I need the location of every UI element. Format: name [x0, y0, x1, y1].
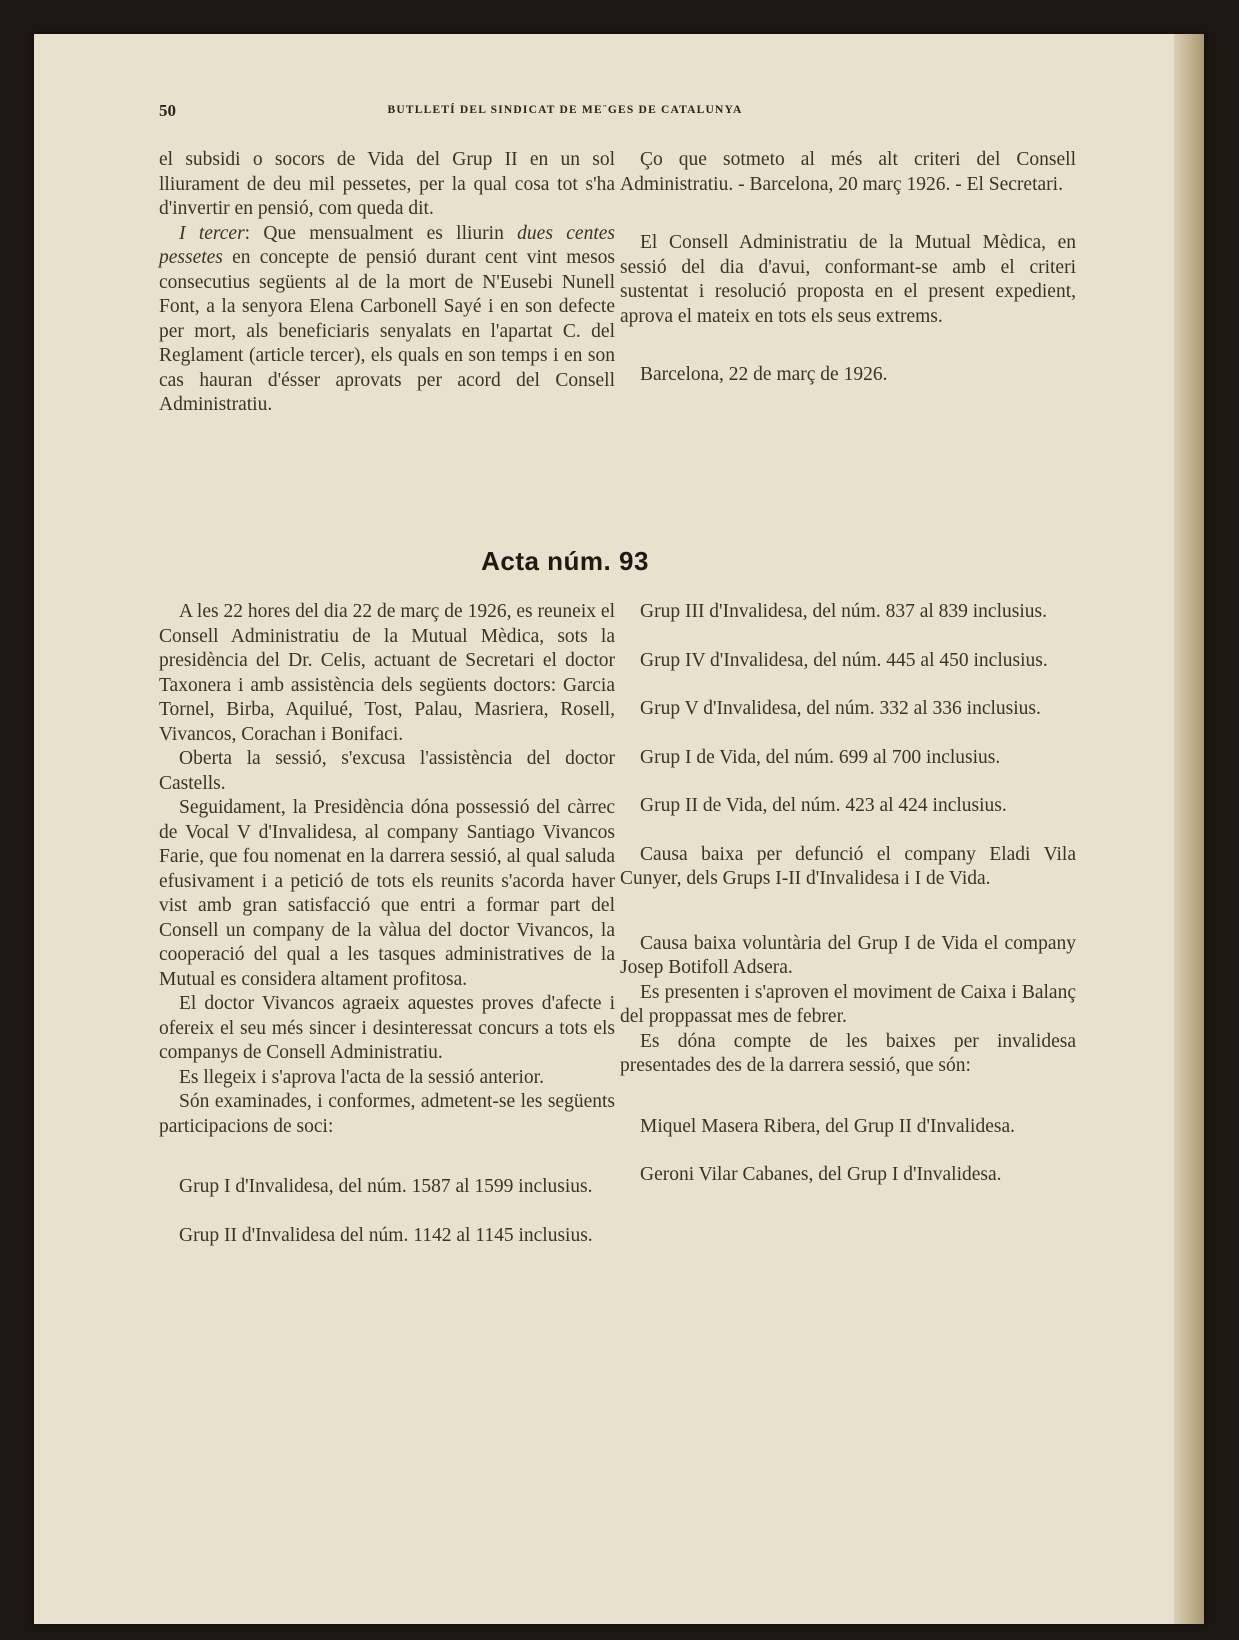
paragraph: Grup I de Vida, del núm. 699 al 700 inclusius. [640, 746, 1001, 768]
paragraph: Grup IV d'Invalidesa, del núm. 445 al 450 inclusius. [640, 649, 1048, 671]
paragraph: Grup II de Vida, del núm. 423 al 424 inclusius. [640, 795, 1007, 816]
paragraph: Són examinades, i conformes, admetent-se les següents participacions de soci: [159, 1091, 615, 1137]
page-edge-shadow [1174, 34, 1204, 1624]
paragraph: A les 22 hores del dia 22 de març de 1926, es reuneix el Consell Administratiu de la Mutual Mèdica, sots la presidència del Dr. Celis, actuant de Secretari el doctor Taxonera i amb assistència dels següents doctors: Garcia Tornel, Birba, Aquilué, Tost, Palau, Masriera, Rosell, Vivancos, Corachan i Bonifaci. [159, 601, 615, 745]
paragraph: Seguidament, la Presidència dóna possessió del càrrec de Vocal V d'Invalidesa, al company Santiago Vivancos Farie, que fou nomenat en la darrera sessió, al qual saluda efusivament i a petició de tots els reunits s'acorda haver vist amb gran satisfacció que entri a formar part del Consell un company de la vàlua del doctor Vivancos, la cooperació del qual a les tasques administratives de la Mutual es considera altament profitosa. [159, 797, 615, 990]
paragraph: Barcelona, 22 de març de 1926. [640, 364, 888, 385]
paragraph: Geroni Vilar Cabanes, del Grup I d'Invalidesa. [640, 1164, 1002, 1185]
paragraph: Causa baixa per defunció el company Eladi Vila Cunyer, dels Grups I-II d'Invalidesa i I de Vida. [620, 843, 1076, 889]
document-page [34, 34, 1204, 1624]
emphasis-text: I tercer [179, 222, 245, 244]
paragraph: Miquel Masera Ribera, del Grup II d'Invalidesa. [640, 1115, 1015, 1137]
paragraph: el subsidi o socors de Vida del Grup II en un sol lliurament de deu mil pessetes, per la qual cosa tot s'ha d'invertir en pensió, com queda dit. [159, 149, 615, 219]
paragraph: Ço que sotmeto al més alt criteri del Consell Administratiu. - Barcelona, 20 març 1926. - El Secretari. [620, 149, 1076, 195]
paragraph: Grup V d'Invalidesa, del núm. 332 al 336 inclusius. [640, 698, 1041, 719]
page-number: 50 [159, 101, 176, 120]
paragraph: El doctor Vivancos agraeix aquestes proves d'afecte i ofereix el seu més sincer i desinteressat concurs a tots els companys de Consell Administratiu. [159, 993, 615, 1063]
page-header [159, 101, 971, 123]
section-title: Acta núm. 93 [481, 546, 649, 576]
top-right-column [620, 148, 1076, 388]
paragraph: Es dóna compte de les baixes per invalidesa presentades des de la darrera sessió, que són: [620, 1030, 1076, 1076]
paragraph: Es llegeix i s'aprova l'acta de la sessió anterior. [179, 1066, 544, 1088]
paragraph: Grup II d'Invalidesa del núm. 1142 al 1145 inclusius. [179, 1224, 593, 1246]
lower-right-column [620, 600, 1076, 1188]
paragraph: Es presenten i s'aproven el moviment de Caixa i Balanç del proppassat mes de febrer. [620, 981, 1076, 1027]
paragraph: El Consell Administratiu de la Mutual Mèdica, en sessió del dia d'avui, conformant-se amb el criteri sustentat i resolució proposta en el present expedient, aprova el mateix en tots els seus extrems. [620, 232, 1076, 327]
paragraph: Grup III d'Invalidesa, del núm. 837 al 839 inclusius. [640, 601, 1047, 622]
emphasis-text: dues centes pessetes [159, 222, 615, 268]
lower-left-column [159, 600, 615, 1248]
paragraph: I tercer: Que mensualment es lliurin dues centes pessetes en concepte de pensió durant cent vint mesos consecutius següents al de la mort de N'Eusebi Nunell Font, a la senyora Elena Carbonell Sayé i en son defecte per mort, als beneficiaris senyalats en l'apartat C. del Reglament (article tercer), els quals en son temps i en son cas hauran d'ésser aprovats per acord del Consell Administratiu. [159, 222, 615, 415]
paragraph: Oberta la sessió, s'excusa l'assistència del doctor Castells. [159, 748, 615, 794]
running-title: BUTLLETÍ DEL SINDICAT DE ME¨GES DE CATALUNYA [387, 104, 743, 116]
paragraph: Grup I d'Invalidesa, del núm. 1587 al 1599 inclusius. [179, 1176, 593, 1197]
paragraph: Causa baixa voluntària del Grup I de Vida el company Josep Botifoll Adsera. [620, 932, 1076, 978]
top-left-column [159, 148, 615, 418]
